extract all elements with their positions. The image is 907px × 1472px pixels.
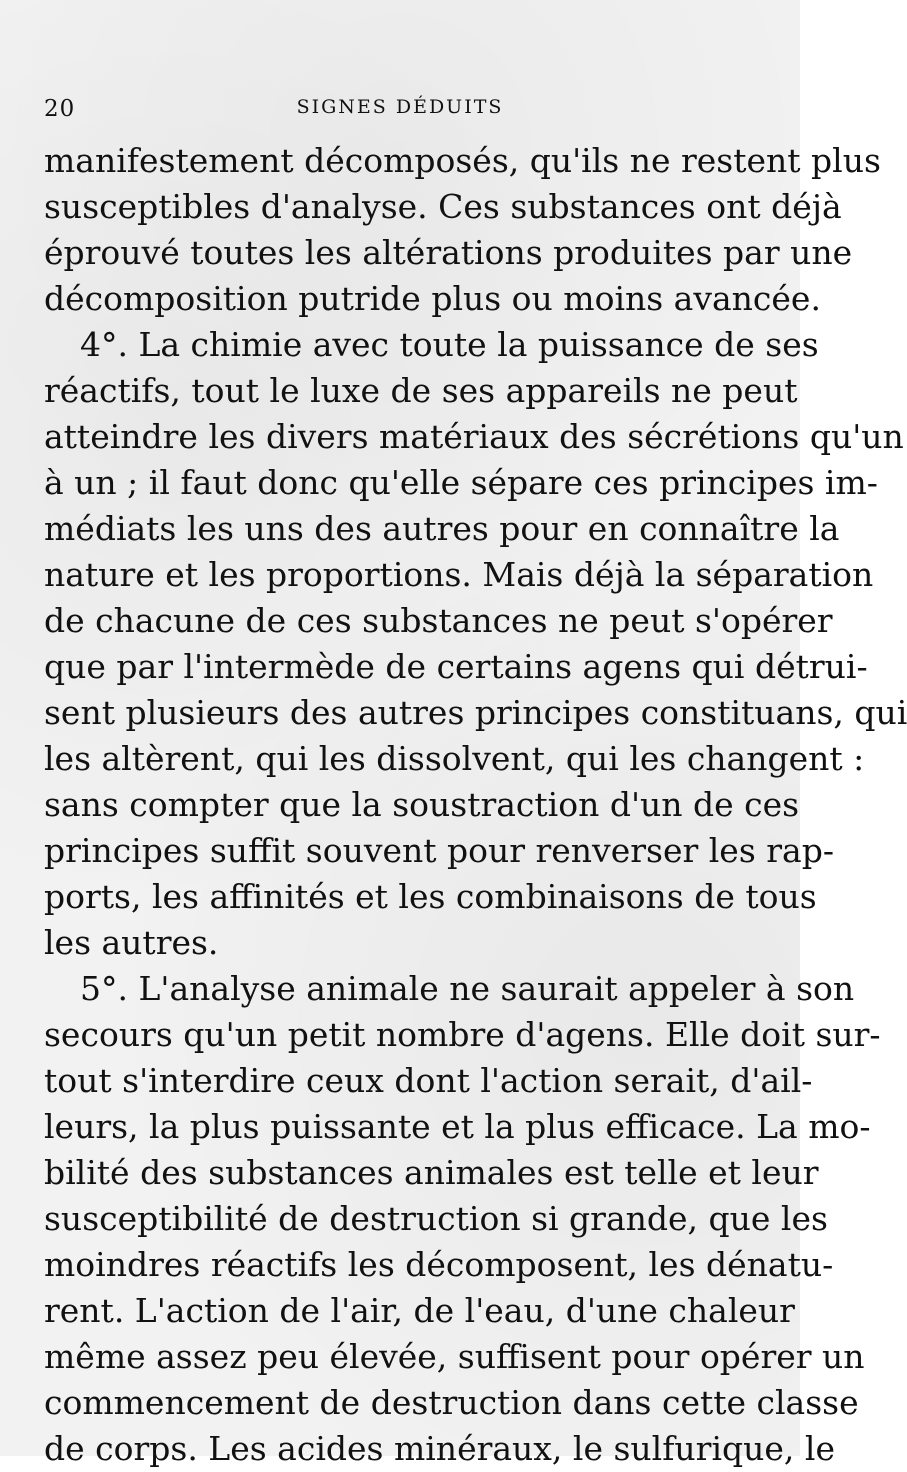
text-line: susceptibilité de destruction si grande, que les (44, 1199, 828, 1238)
text-line: moindres réactifs les décomposent, les dénatu- (44, 1245, 834, 1284)
text-line: sent plusieurs des autres principes constituans, qui (44, 693, 907, 732)
text-line: atteindre les divers matériaux des sécrétions qu'un (44, 417, 904, 456)
paragraph-start-line: 4°. La chimie avec toute la puissance de ses (80, 325, 819, 364)
text-line: éprouvé toutes les altérations produites par une (44, 233, 853, 272)
text-line: même assez peu élevée, suffisent pour opérer un (44, 1337, 865, 1376)
running-head: SIGNES DÉDUITS (296, 96, 504, 118)
text-line: à un ; il faut donc qu'elle sépare ces principes im- (44, 463, 878, 502)
text-line: bilité des substances animales est telle et leur (44, 1153, 819, 1192)
paragraph-start-line: 5°. L'analyse animale ne saurait appeler à son (80, 969, 855, 1008)
body-text (44, 138, 907, 1472)
text-line: rent. L'action de l'air, de l'eau, d'une chaleur (44, 1291, 795, 1330)
text-line: tout s'interdire ceux dont l'action serait, d'ail- (44, 1061, 813, 1100)
text-line: médiats les uns des autres pour en connaître la (44, 509, 840, 548)
text-line: ports, les affinités et les combinaisons de tous (44, 877, 817, 916)
page-number: 20 (44, 96, 76, 122)
text-line: secours qu'un petit nombre d'agens. Elle doit sur- (44, 1015, 881, 1054)
text-line: sans compter que la soustraction d'un de ces (44, 785, 800, 824)
page-header (44, 96, 756, 136)
text-line: que par l'intermède de certains agens qui détrui- (44, 647, 868, 686)
text-line: réactifs, tout le luxe de ses appareils ne peut (44, 371, 798, 410)
text-line: décomposition putride plus ou moins avancée. (44, 279, 821, 318)
text-line: principes suffit souvent pour renverser les rap- (44, 831, 834, 870)
text-line: les autres. (44, 923, 219, 962)
text-line: leurs, la plus puissante et la plus efficace. La mo- (44, 1107, 871, 1146)
text-line: nature et les proportions. Mais déjà la séparation (44, 555, 874, 594)
text-line: commencement de destruction dans cette classe (44, 1383, 859, 1422)
text-line: de chacune de ces substances ne peut s'opérer (44, 601, 833, 640)
text-line: manifestement décomposés, qu'ils ne restent plus (44, 141, 881, 180)
text-line: de corps. Les acides minéraux, le sulfurique, le (44, 1429, 835, 1468)
text-line: susceptibles d'analyse. Ces substances ont déjà (44, 187, 842, 226)
text-line: les altèrent, qui les dissolvent, qui les changent : (44, 739, 865, 778)
